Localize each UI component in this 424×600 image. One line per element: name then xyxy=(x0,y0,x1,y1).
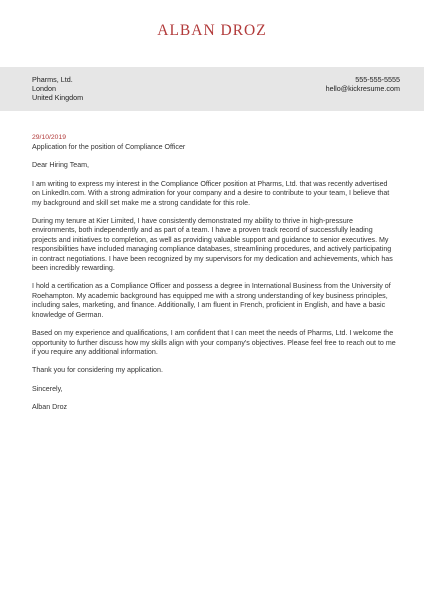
letter-paragraph: During my tenure at Kier Limited, I have consistently demonstrated my ability to thrive in high-pressure environments, both independently and as part of a team. I have a proven track record of successfully leading projects and initiatives to completion, as well as providing valuable support and guidance to senior executives. My responsibilities have included managing compliance databases, streamlining procedures, and actively participating in contract negotiations. I have been recognized by my supervisors for my dedication and achievements, which has been incredibly rewarding. xyxy=(32,217,393,273)
recipient-city: London xyxy=(32,84,56,94)
address-band xyxy=(0,67,424,111)
letter-date: 29/10/2019 xyxy=(32,134,67,141)
recipient-company: Pharms, Ltd. xyxy=(32,75,73,84)
recipient-block xyxy=(32,75,83,103)
letter-signature: Alban Droz xyxy=(32,403,68,412)
letter-paragraph: Thank you for considering my application. xyxy=(32,366,163,375)
recipient-country: United Kingdom xyxy=(32,93,84,103)
sender-name: ALBAN DROZ xyxy=(157,22,267,39)
letter-paragraph: I hold a certification as a Compliance Officer and possess a degree in International Business from the University of Roehampton. My academic background has equipped me with a strong understanding of key business principles, including sales, marketing, and finance. Additionally, I am fluent in French, proficient in English, and have a basic knowledge of German. xyxy=(32,282,391,319)
letter-paragraph: Based on my experience and qualifications, I am confident that I can meet the needs of Pharms, Ltd. I welcome the opportunity to further discuss how my skills align with your company's objectives. Please feel free to reach out to me if you require any additional information. xyxy=(32,329,396,356)
letter-closing: Sincerely, xyxy=(32,384,63,393)
contact-phone: 555-555-5555 xyxy=(355,75,400,84)
contact-block xyxy=(326,75,400,93)
contact-email: hello@kickresume.com xyxy=(325,84,400,94)
letter-paragraph: I am writing to express my interest in the Compliance Officer position at Pharms, Ltd. that was recently advertised on LinkedIn.com. With a strong admiration for your company and a desire to contribute to your team, I believe that my background and skill set make me a strong candidate for this role. xyxy=(32,179,390,207)
letter-body xyxy=(32,134,396,413)
letter-greeting: Dear Hiring Team, xyxy=(32,161,90,170)
letter-subject: Application for the position of Compliance Officer xyxy=(32,143,186,151)
